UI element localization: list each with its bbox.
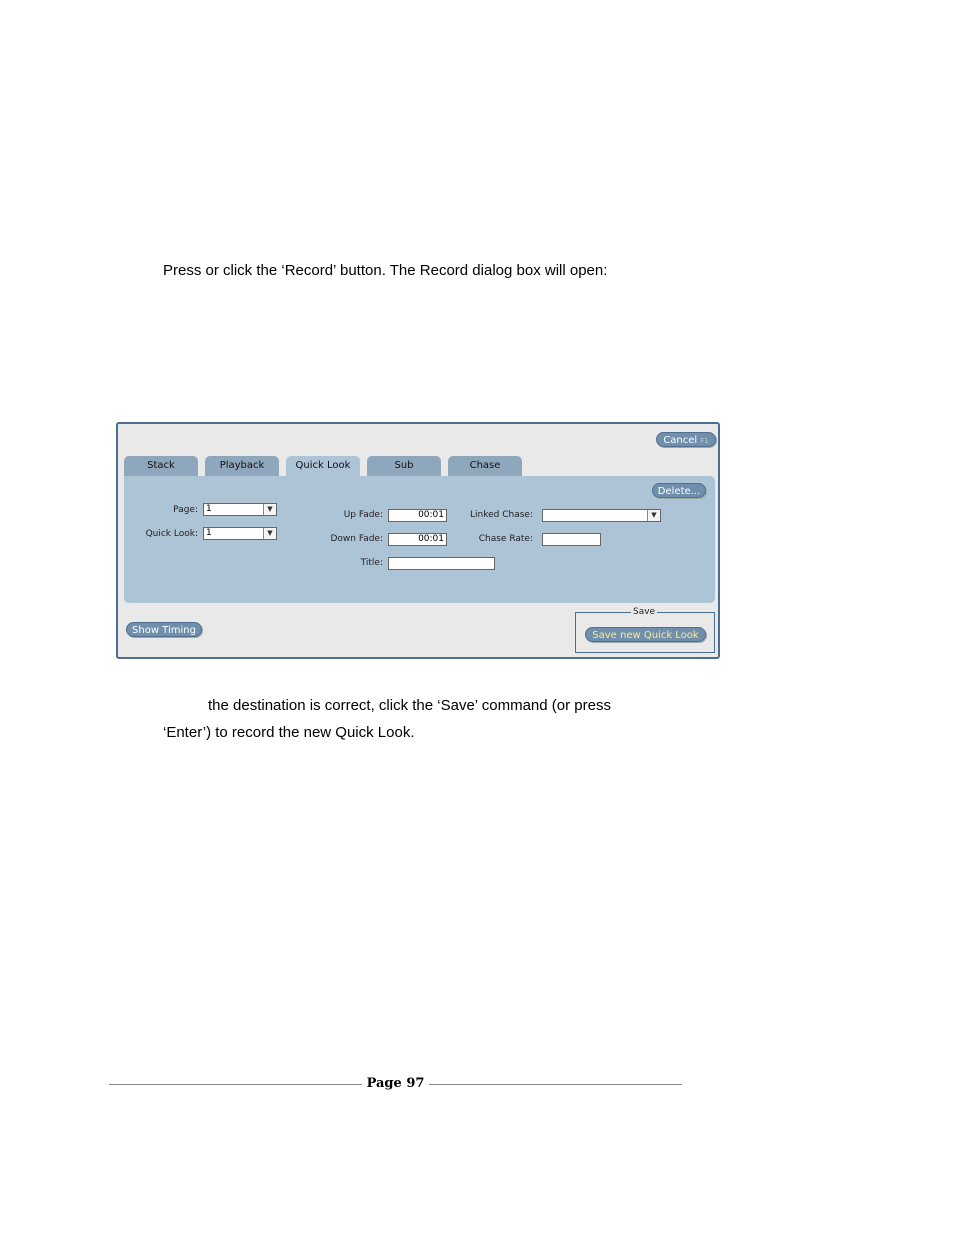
instruction-paragraph-line2: ‘Enter’) to record the new Quick Look. xyxy=(163,724,415,741)
tab-chase[interactable]: Chase xyxy=(448,456,522,476)
footer-rule-left xyxy=(109,1084,362,1085)
up-fade-label: Up Fade: xyxy=(343,510,383,520)
page-number: Page 97 xyxy=(366,1076,425,1091)
delete-button[interactable]: Delete... xyxy=(652,483,706,498)
cancel-button[interactable] xyxy=(656,432,716,447)
down-fade-input[interactable]: 00:01 xyxy=(388,533,447,546)
down-fade-label: Down Fade: xyxy=(330,534,383,544)
quick-look-label: Quick Look: xyxy=(145,529,198,539)
record-dialog xyxy=(116,422,720,659)
instruction-paragraph: Press or click the ‘Record’ button. The Record dialog box will open: xyxy=(163,262,608,279)
show-timing-button[interactable]: Show Timing xyxy=(126,622,202,637)
tab-stack[interactable]: Stack xyxy=(124,456,198,476)
tab-sub[interactable]: Sub xyxy=(367,456,441,476)
tab-playback[interactable]: Playback xyxy=(205,456,279,476)
chevron-down-icon[interactable]: ▼ xyxy=(263,504,276,515)
chevron-down-icon[interactable]: ▼ xyxy=(263,528,276,539)
chase-rate-input[interactable] xyxy=(542,533,601,546)
chase-rate-label: Chase Rate: xyxy=(478,534,533,544)
linked-chase-select[interactable] xyxy=(542,509,661,522)
instruction-paragraph-line1: the destination is correct, click the ‘Save’ command (or press xyxy=(208,697,611,714)
save-group-label: Save xyxy=(633,607,656,617)
tab-quick-look[interactable]: Quick Look xyxy=(286,456,360,476)
up-fade-input[interactable]: 00:01 xyxy=(388,509,447,522)
footer-rule-right xyxy=(429,1084,682,1085)
page-select[interactable] xyxy=(203,503,277,516)
quick-look-value: 1 xyxy=(206,528,212,538)
cancel-label: Cancel xyxy=(663,435,698,446)
cancel-shortcut-hint: F1 xyxy=(700,437,709,445)
title-input[interactable] xyxy=(388,557,495,570)
page-label: Page: xyxy=(173,505,198,515)
chevron-down-icon[interactable]: ▼ xyxy=(647,510,660,521)
linked-chase-label: Linked Chase: xyxy=(470,510,533,520)
save-new-quick-look-button[interactable]: Save new Quick Look xyxy=(585,627,706,642)
quick-look-select[interactable] xyxy=(203,527,277,540)
title-label: Title: xyxy=(360,558,383,568)
page-value: 1 xyxy=(206,504,212,514)
